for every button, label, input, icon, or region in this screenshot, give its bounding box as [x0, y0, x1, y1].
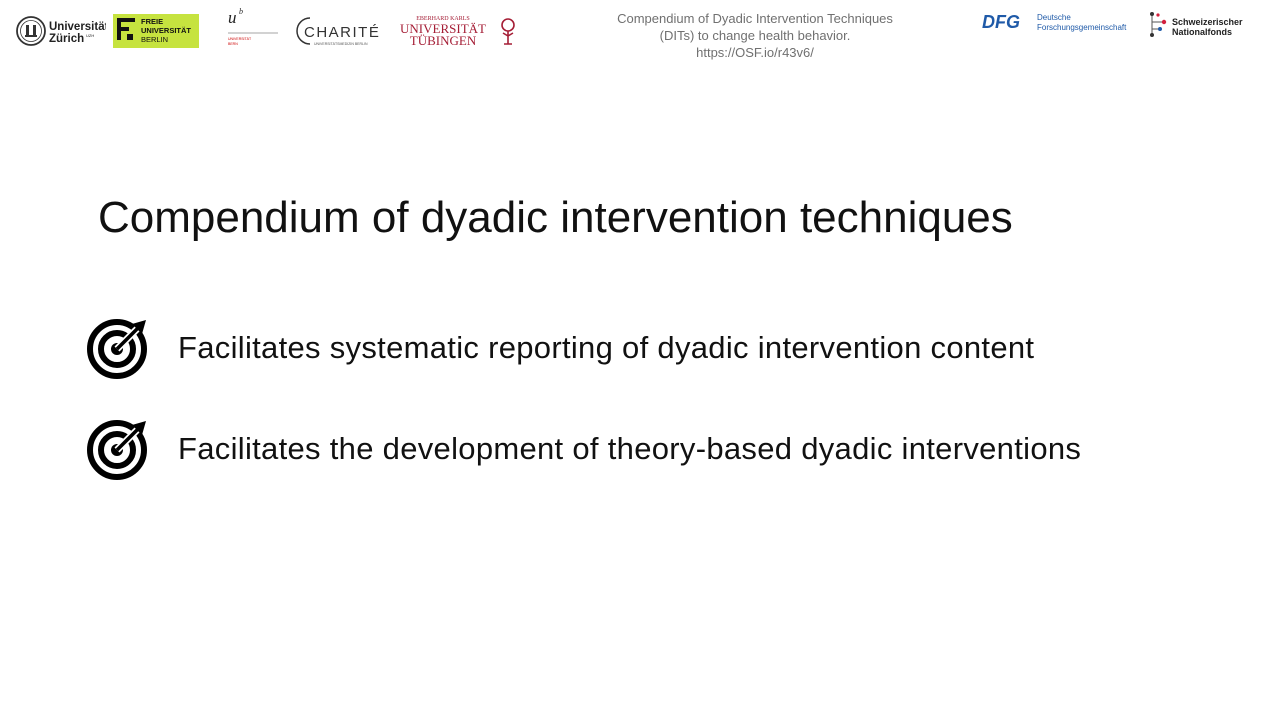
citation-link[interactable]: https://OSF.io/r43v6/ [696, 45, 814, 60]
svg-text:BERLIN: BERLIN [141, 35, 169, 44]
target-arrow-icon [86, 417, 150, 481]
svg-text:Zürich: Zürich [49, 33, 85, 45]
svg-text:Universität: Universität [49, 21, 106, 33]
svg-text:BERN: BERN [228, 42, 238, 46]
svg-text:Deutsche: Deutsche [1037, 13, 1071, 22]
bullet-text: Facilitates systematic reporting of dyadic intervention content [178, 330, 1035, 365]
charite-mark-icon [294, 14, 382, 48]
logo-charite [294, 14, 382, 48]
logo-unibe [226, 6, 280, 48]
citation-line-2: (DITs) to change health behavior. [659, 28, 851, 43]
dfg-mark-icon [981, 10, 1129, 36]
citation-text [560, 10, 950, 61]
svg-text:UNIVERSITÄT: UNIVERSITÄT [141, 26, 192, 35]
slide-title: Compendium of dyadic intervention techniques [98, 193, 1013, 242]
svg-text:UNIVERSITÄT: UNIVERSITÄT [400, 21, 486, 36]
uzh-seal-icon [16, 14, 106, 48]
unibe-mark-icon [226, 6, 280, 48]
tuebingen-mark-icon [400, 12, 522, 50]
bullet-item [86, 417, 1206, 481]
logo-fu-berlin [113, 14, 199, 48]
svg-text:UZH: UZH [86, 33, 95, 38]
logo-snf [1146, 10, 1250, 40]
fu-berlin-mark-icon [113, 14, 199, 48]
svg-text:u: u [228, 8, 237, 27]
snf-mark-icon [1146, 10, 1250, 40]
svg-text:Nationalfonds: Nationalfonds [1172, 27, 1232, 37]
svg-text:b: b [239, 7, 243, 16]
bullet-text: Facilitates the development of theory-based dyadic interventions [178, 431, 1082, 466]
svg-text:TÜBINGEN: TÜBINGEN [409, 33, 477, 48]
svg-text:FREIE: FREIE [141, 17, 164, 26]
svg-text:Forschungsgemeinschaft: Forschungsgemeinschaft [1037, 23, 1127, 32]
citation-line-1: Compendium of Dyadic Intervention Techniques [617, 11, 893, 26]
svg-text:DFG: DFG [982, 12, 1020, 32]
logo-tuebingen [400, 12, 522, 50]
svg-text:UNIVERSITÄTSMEDIZIN BERLIN: UNIVERSITÄTSMEDIZIN BERLIN [314, 42, 368, 46]
svg-text:CHARITÉ: CHARITÉ [304, 24, 381, 41]
target-arrow-icon [86, 316, 150, 380]
bullet-item [86, 316, 1206, 380]
svg-text:EBERHARD KARLS: EBERHARD KARLS [416, 16, 470, 22]
logo-dfg [981, 10, 1129, 36]
logo-uzh [16, 14, 106, 48]
svg-text:Schweizerischer: Schweizerischer [1172, 17, 1243, 27]
svg-text:UNIVERSITÄT: UNIVERSITÄT [228, 37, 252, 41]
